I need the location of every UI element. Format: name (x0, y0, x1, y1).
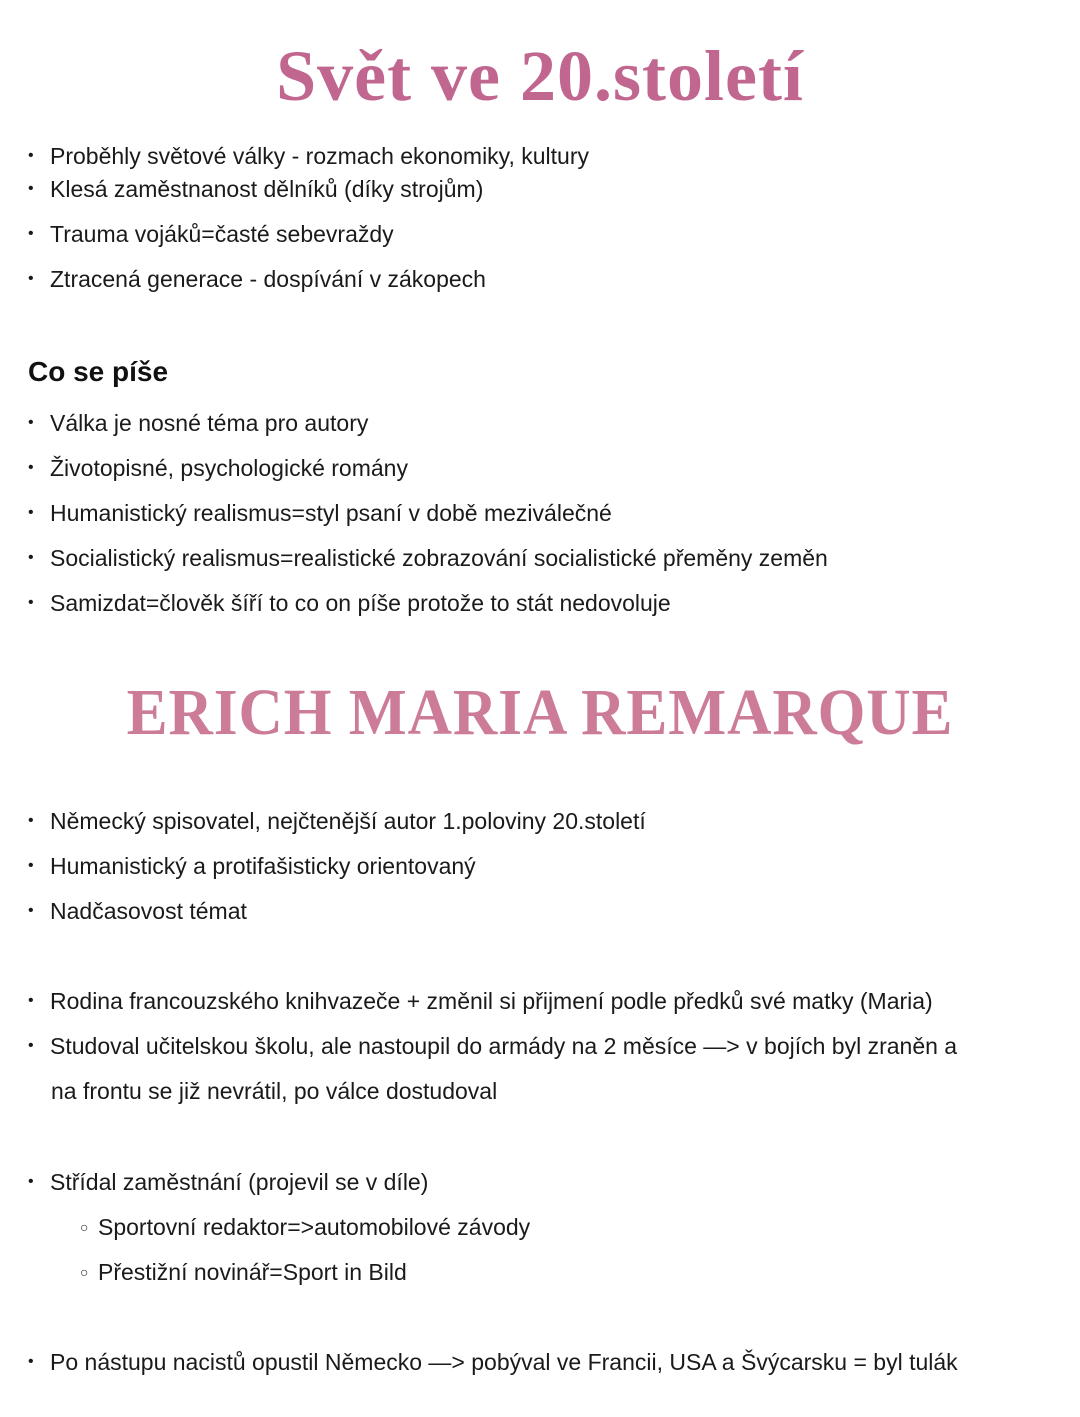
bullet-icon: • (28, 902, 34, 919)
bullet-icon: • (28, 549, 34, 566)
author-title: ERICH MARIA REMARQUE (126, 676, 954, 749)
bullet-icon: • (28, 1353, 34, 1370)
list-item: • Proběhly světové války - rozmach ekonomiky, kultury (28, 143, 589, 169)
list-item: • Klesá zaměstnanost dělníků (díky strojům) (28, 176, 484, 202)
list-item: • Ztracená generace - dospívání v zákopech (28, 266, 486, 292)
bullet-icon: • (28, 992, 34, 1009)
section-heading: Co se píše (28, 356, 169, 387)
circle-bullet-icon: ○ (80, 1219, 89, 1235)
list-item: • Střídal zaměstnání (projevil se v díle) (28, 1169, 429, 1195)
bullet-icon: • (28, 414, 34, 431)
list-item: • Samizdat=člověk šíří to co on píše protože to stát nedovoluje (28, 590, 671, 616)
page-title: Svět ve 20.století (276, 36, 804, 116)
sub-list-item: ○ Přestižní novinář=Sport in Bild (80, 1259, 407, 1285)
circle-bullet-icon: ○ (80, 1264, 89, 1280)
list-item: • Trauma vojáků=časté sebevraždy (28, 221, 394, 247)
list-item: • Po nástupu nacistů opustil Německo —> pobýval ve Francii, USA a Švýcarsku = byl tulák (28, 1349, 958, 1375)
bullet-icon: • (28, 459, 34, 476)
bullet-icon: • (28, 270, 34, 287)
bullet-icon: • (28, 594, 34, 611)
list-item: • Humanistický a protifašisticky orientovaný (28, 853, 476, 879)
list-item-continuation: na frontu se již nevrátil, po válce dostudoval (51, 1078, 498, 1104)
bullet-icon: • (28, 225, 34, 242)
bullet-icon: • (28, 147, 34, 164)
bullet-icon: • (28, 857, 34, 874)
list-item: • Humanistický realismus=styl psaní v době meziválečné (28, 500, 612, 526)
sub-list-item: ○ Sportovní redaktor=>automobilové závody (80, 1214, 531, 1240)
bullet-icon: • (28, 1037, 34, 1054)
list-item: • Německý spisovatel, nejčtenější autor 1.poloviny 20.století (28, 808, 646, 834)
list-item: • Studoval učitelskou školu, ale nastoupil do armády na 2 měsíce —> v bojích byl zraněn a (28, 1033, 958, 1059)
list-item: • Životopisné, psychologické romány (28, 455, 408, 481)
bullet-icon: • (28, 180, 34, 197)
list-item: • Válka je nosné téma pro autory (28, 410, 369, 436)
list-item: • Nadčasovost témat (28, 898, 247, 924)
bullet-icon: • (28, 1173, 34, 1190)
list-item: • Socialistický realismus=realistické zobrazování socialistické přeměny zeměn (28, 545, 828, 571)
bullet-icon: • (28, 504, 34, 521)
list-item: • Rodina francouzského knihvazeče + změnil si přijmení podle předků své matky (Maria) (28, 988, 933, 1014)
bullet-icon: • (28, 812, 34, 829)
